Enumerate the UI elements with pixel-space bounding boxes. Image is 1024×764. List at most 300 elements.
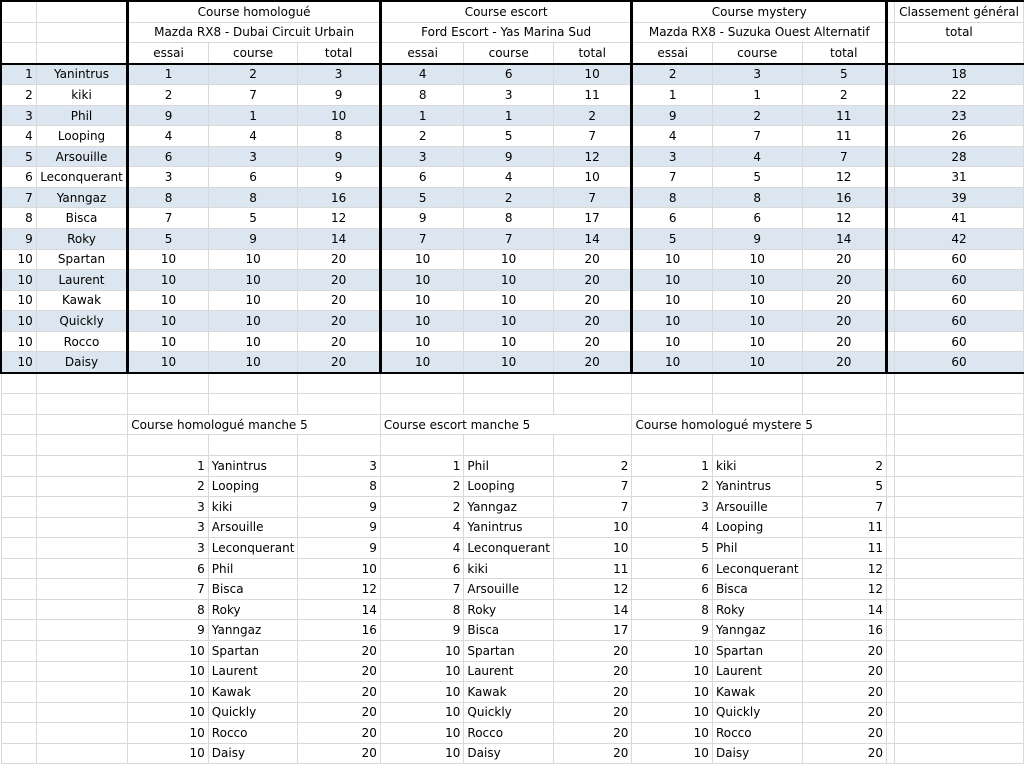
cell[interactable] [632,394,713,415]
cell[interactable] [895,435,1024,456]
rank-cell[interactable]: 10 [1,352,36,373]
cell[interactable] [464,394,554,415]
cell[interactable] [1,456,36,477]
sub-total-cell[interactable]: 9 [298,538,381,559]
score-cell[interactable]: 10 [208,270,298,291]
score-cell[interactable]: 14 [298,229,381,250]
column-label[interactable]: essai [128,43,209,64]
cell[interactable] [208,435,298,456]
score-cell[interactable]: 7 [128,208,209,229]
sub-rank-cell[interactable]: 10 [128,743,209,764]
sub-total-cell[interactable]: 20 [298,682,381,703]
score-cell[interactable]: 10 [464,331,554,352]
cell[interactable] [895,579,1024,600]
sub-rank-cell[interactable]: 1 [128,456,209,477]
score-cell[interactable]: 20 [553,331,631,352]
score-cell[interactable]: 3 [712,64,802,85]
cell[interactable] [36,558,128,579]
score-cell[interactable]: 7 [632,167,713,188]
sub-total-cell[interactable]: 9 [298,497,381,518]
sub-name-cell[interactable]: Daisy [712,743,802,764]
sub-total-cell[interactable]: 20 [298,723,381,744]
cell[interactable] [36,414,128,435]
score-cell[interactable]: 1 [380,105,464,126]
rank-cell[interactable]: 10 [1,270,36,291]
score-cell[interactable]: 10 [712,311,802,332]
cell[interactable] [36,497,128,518]
score-cell[interactable]: 8 [632,187,713,208]
score-cell[interactable]: 1 [632,85,713,106]
cell[interactable] [712,373,802,394]
cell[interactable] [36,661,128,682]
sub-rank-cell[interactable]: 8 [380,599,464,620]
score-cell[interactable]: 10 [464,270,554,291]
sub-rank-cell[interactable]: 10 [632,682,713,703]
score-cell[interactable]: 12 [802,167,887,188]
sub-rank-cell[interactable]: 10 [128,661,209,682]
score-cell[interactable]: 20 [298,270,381,291]
sub-rank-cell[interactable]: 4 [380,538,464,559]
sub-name-cell[interactable]: Laurent [712,661,802,682]
sub-name-cell[interactable]: Bisca [464,620,554,641]
score-cell[interactable]: 10 [380,290,464,311]
general-total-cell[interactable]: 60 [895,331,1024,352]
sub-rank-cell[interactable]: 3 [128,538,209,559]
sub-rank-cell[interactable]: 8 [128,599,209,620]
cell[interactable] [887,682,895,703]
cell[interactable] [464,435,554,456]
sub-total-cell[interactable]: 8 [298,476,381,497]
cell[interactable] [1,1,36,22]
sub-name-cell[interactable]: Yanngaz [712,620,802,641]
score-cell[interactable]: 8 [128,187,209,208]
cell[interactable] [36,702,128,723]
sub-total-cell[interactable]: 16 [802,620,887,641]
sub-rank-cell[interactable]: 5 [632,538,713,559]
cell[interactable] [1,517,36,538]
score-cell[interactable]: 10 [380,331,464,352]
sub-rank-cell[interactable]: 9 [632,620,713,641]
cell[interactable] [712,435,802,456]
score-cell[interactable]: 10 [380,249,464,270]
sub-name-cell[interactable]: kiki [464,558,554,579]
sub-total-cell[interactable]: 2 [553,456,631,477]
driver-name-cell[interactable]: Phil [36,105,128,126]
sub-rank-cell[interactable]: 10 [380,640,464,661]
cell[interactable] [553,373,631,394]
cell[interactable] [1,394,36,415]
rank-cell[interactable]: 4 [1,126,36,147]
sub-rank-cell[interactable]: 10 [380,682,464,703]
driver-name-cell[interactable]: Kawak [36,290,128,311]
cell[interactable] [1,22,36,43]
score-cell[interactable]: 4 [208,126,298,147]
score-cell[interactable]: 20 [802,290,887,311]
sub-rank-cell[interactable]: 4 [380,517,464,538]
score-cell[interactable]: 3 [464,85,554,106]
sub-rank-cell[interactable]: 10 [380,702,464,723]
cell[interactable] [1,620,36,641]
rank-cell[interactable]: 10 [1,311,36,332]
score-cell[interactable]: 3 [298,64,381,85]
driver-name-cell[interactable]: Laurent [36,270,128,291]
sub-name-cell[interactable]: Looping [208,476,298,497]
cell[interactable] [553,435,631,456]
general-total-cell[interactable]: 41 [895,208,1024,229]
sub-rank-cell[interactable]: 9 [128,620,209,641]
score-cell[interactable]: 20 [298,311,381,332]
driver-name-cell[interactable]: Yanintrus [36,64,128,85]
sub-rank-cell[interactable]: 6 [632,579,713,600]
score-cell[interactable]: 4 [632,126,713,147]
rank-cell[interactable]: 9 [1,229,36,250]
sub-total-cell[interactable]: 20 [802,743,887,764]
general-total-cell[interactable]: 42 [895,229,1024,250]
score-cell[interactable]: 1 [712,85,802,106]
score-cell[interactable]: 10 [128,331,209,352]
score-cell[interactable]: 7 [208,85,298,106]
rank-cell[interactable]: 7 [1,187,36,208]
score-cell[interactable]: 10 [380,270,464,291]
driver-name-cell[interactable]: Yanngaz [36,187,128,208]
sub-rank-cell[interactable]: 10 [632,640,713,661]
general-subtitle[interactable]: total [895,22,1024,43]
sub-name-cell[interactable]: Kawak [712,682,802,703]
sub-total-cell[interactable]: 11 [802,517,887,538]
sub-name-cell[interactable]: Yanngaz [208,620,298,641]
cell[interactable] [36,599,128,620]
cell[interactable] [802,373,887,394]
sub-rank-cell[interactable]: 10 [632,723,713,744]
column-label[interactable]: course [712,43,802,64]
cell[interactable] [36,723,128,744]
cell[interactable] [895,538,1024,559]
score-cell[interactable]: 8 [380,85,464,106]
driver-name-cell[interactable]: Bisca [36,208,128,229]
cell[interactable] [632,373,713,394]
sub-name-cell[interactable]: Daisy [464,743,554,764]
score-cell[interactable]: 10 [712,249,802,270]
sub-name-cell[interactable]: Looping [712,517,802,538]
column-label[interactable]: total [802,43,887,64]
score-cell[interactable]: 5 [712,167,802,188]
score-cell[interactable]: 10 [632,270,713,291]
score-cell[interactable]: 11 [802,126,887,147]
sub-total-cell[interactable]: 5 [802,476,887,497]
general-total-cell[interactable]: 26 [895,126,1024,147]
sub-rank-cell[interactable]: 8 [632,599,713,620]
cell[interactable] [1,476,36,497]
cell[interactable] [1,414,36,435]
cell[interactable] [298,373,381,394]
score-cell[interactable]: 2 [553,105,631,126]
score-cell[interactable]: 5 [464,126,554,147]
sub-total-cell[interactable]: 7 [553,497,631,518]
sub-rank-cell[interactable]: 10 [380,661,464,682]
cell[interactable] [887,146,895,167]
score-cell[interactable]: 3 [380,146,464,167]
sub-rank-cell[interactable]: 2 [128,476,209,497]
sub-name-cell[interactable]: Daisy [208,743,298,764]
cell[interactable] [895,497,1024,518]
score-cell[interactable]: 10 [128,290,209,311]
sub-total-cell[interactable]: 11 [802,538,887,559]
sub-name-cell[interactable]: Spartan [464,640,554,661]
sub-list-title[interactable]: Course homologué manche 5 [128,414,381,435]
general-total-cell[interactable]: 60 [895,270,1024,291]
group-title[interactable]: Course escort [380,1,632,22]
rank-cell[interactable]: 3 [1,105,36,126]
score-cell[interactable]: 10 [128,249,209,270]
cell[interactable] [208,373,298,394]
score-cell[interactable]: 1 [464,105,554,126]
score-cell[interactable]: 17 [553,208,631,229]
score-cell[interactable]: 10 [553,64,631,85]
cell[interactable] [128,394,209,415]
score-cell[interactable]: 10 [712,290,802,311]
sub-list-title[interactable]: Course homologué mystere 5 [632,414,887,435]
cell[interactable] [1,373,36,394]
sub-total-cell[interactable]: 12 [802,558,887,579]
score-cell[interactable]: 16 [298,187,381,208]
score-cell[interactable]: 5 [802,64,887,85]
cell[interactable] [36,620,128,641]
cell[interactable] [887,702,895,723]
cell[interactable] [887,435,895,456]
sub-rank-cell[interactable]: 2 [380,497,464,518]
cell[interactable] [1,640,36,661]
sub-name-cell[interactable]: Yanngaz [464,497,554,518]
cell[interactable] [36,373,128,394]
score-cell[interactable]: 10 [464,249,554,270]
score-cell[interactable]: 10 [553,167,631,188]
sub-name-cell[interactable]: kiki [712,456,802,477]
cell[interactable] [887,290,895,311]
score-cell[interactable]: 12 [802,208,887,229]
cell[interactable] [887,517,895,538]
sub-rank-cell[interactable]: 3 [128,497,209,518]
score-cell[interactable]: 10 [128,352,209,373]
sub-name-cell[interactable]: Laurent [208,661,298,682]
group-title[interactable]: Course homologué [128,1,381,22]
score-cell[interactable]: 20 [802,352,887,373]
cell[interactable] [380,373,464,394]
sub-total-cell[interactable]: 20 [553,640,631,661]
cell[interactable] [895,394,1024,415]
driver-name-cell[interactable]: Rocco [36,331,128,352]
score-cell[interactable]: 8 [298,126,381,147]
sub-name-cell[interactable]: Yanintrus [712,476,802,497]
general-title[interactable]: Classement général [895,1,1024,22]
score-cell[interactable]: 2 [380,126,464,147]
score-cell[interactable]: 20 [298,331,381,352]
general-total-cell[interactable]: 60 [895,249,1024,270]
cell[interactable] [36,43,128,64]
score-cell[interactable]: 12 [553,146,631,167]
cell[interactable] [887,456,895,477]
score-cell[interactable]: 7 [553,126,631,147]
driver-name-cell[interactable]: kiki [36,85,128,106]
cell[interactable] [128,435,209,456]
score-cell[interactable]: 9 [298,167,381,188]
cell[interactable] [887,538,895,559]
sub-name-cell[interactable]: Yanintrus [208,456,298,477]
sub-total-cell[interactable]: 20 [802,702,887,723]
sub-rank-cell[interactable]: 7 [380,579,464,600]
sub-total-cell[interactable]: 20 [298,702,381,723]
sub-total-cell[interactable]: 20 [553,661,631,682]
sub-total-cell[interactable]: 20 [802,661,887,682]
group-subtitle[interactable]: Mazda RX8 - Dubai Circuit Urbain [128,22,381,43]
cell[interactable] [895,373,1024,394]
cell[interactable] [895,682,1024,703]
group-subtitle[interactable]: Ford Escort - Yas Marina Sud [380,22,632,43]
sub-total-cell[interactable]: 12 [802,579,887,600]
score-cell[interactable]: 10 [208,352,298,373]
score-cell[interactable]: 6 [128,146,209,167]
sub-total-cell[interactable]: 20 [553,682,631,703]
cell[interactable] [208,394,298,415]
score-cell[interactable]: 9 [712,229,802,250]
score-cell[interactable]: 10 [380,311,464,332]
cell[interactable] [887,723,895,744]
sub-rank-cell[interactable]: 10 [380,743,464,764]
sub-total-cell[interactable]: 20 [802,640,887,661]
score-cell[interactable]: 14 [553,229,631,250]
cell[interactable] [298,435,381,456]
cell[interactable] [1,497,36,518]
sub-rank-cell[interactable]: 1 [380,456,464,477]
score-cell[interactable]: 10 [464,352,554,373]
score-cell[interactable]: 7 [380,229,464,250]
driver-name-cell[interactable]: Leconquerant [36,167,128,188]
cell[interactable] [36,517,128,538]
score-cell[interactable]: 20 [553,311,631,332]
sub-name-cell[interactable]: Bisca [208,579,298,600]
driver-name-cell[interactable]: Arsouille [36,146,128,167]
cell[interactable] [1,43,36,64]
cell[interactable] [887,105,895,126]
sub-name-cell[interactable]: Bisca [712,579,802,600]
rank-cell[interactable]: 8 [1,208,36,229]
sub-name-cell[interactable]: Rocco [712,723,802,744]
sub-rank-cell[interactable]: 3 [128,517,209,538]
general-total-cell[interactable]: 18 [895,64,1024,85]
score-cell[interactable]: 8 [712,187,802,208]
cell[interactable] [887,270,895,291]
cell[interactable] [36,456,128,477]
sub-name-cell[interactable]: Quickly [712,702,802,723]
score-cell[interactable]: 7 [712,126,802,147]
sub-rank-cell[interactable]: 10 [128,702,209,723]
score-cell[interactable]: 5 [128,229,209,250]
sub-name-cell[interactable]: Laurent [464,661,554,682]
driver-name-cell[interactable]: Quickly [36,311,128,332]
score-cell[interactable]: 20 [553,290,631,311]
score-cell[interactable]: 10 [712,352,802,373]
score-cell[interactable]: 11 [802,105,887,126]
sub-total-cell[interactable]: 20 [298,743,381,764]
cell[interactable] [712,394,802,415]
score-cell[interactable]: 4 [128,126,209,147]
cell[interactable] [887,126,895,147]
general-total-cell[interactable]: 60 [895,352,1024,373]
score-cell[interactable]: 20 [802,311,887,332]
score-cell[interactable]: 10 [712,331,802,352]
cell[interactable] [887,208,895,229]
cell[interactable] [36,579,128,600]
score-cell[interactable]: 20 [553,270,631,291]
cell[interactable] [887,85,895,106]
cell[interactable] [895,599,1024,620]
rank-cell[interactable]: 10 [1,249,36,270]
column-label[interactable]: total [553,43,631,64]
driver-name-cell[interactable]: Daisy [36,352,128,373]
cell[interactable] [887,599,895,620]
cell[interactable] [802,394,887,415]
score-cell[interactable]: 9 [380,208,464,229]
score-cell[interactable]: 2 [712,105,802,126]
cell[interactable] [1,599,36,620]
sub-name-cell[interactable]: Roky [712,599,802,620]
sub-name-cell[interactable]: Roky [208,599,298,620]
score-cell[interactable]: 3 [632,146,713,167]
score-cell[interactable]: 10 [208,290,298,311]
sub-name-cell[interactable]: Leconquerant [712,558,802,579]
score-cell[interactable]: 1 [208,105,298,126]
cell[interactable] [887,64,895,85]
sub-name-cell[interactable]: Leconquerant [208,538,298,559]
sub-total-cell[interactable]: 14 [553,599,631,620]
cell[interactable] [553,394,631,415]
rank-cell[interactable]: 2 [1,85,36,106]
cell[interactable] [887,352,895,373]
sub-list-title[interactable]: Course escort manche 5 [380,414,632,435]
score-cell[interactable]: 20 [802,331,887,352]
sub-name-cell[interactable]: Spartan [208,640,298,661]
sub-total-cell[interactable]: 10 [553,538,631,559]
sub-name-cell[interactable]: Rocco [464,723,554,744]
cell[interactable] [895,640,1024,661]
sub-total-cell[interactable]: 2 [802,456,887,477]
cell[interactable] [128,373,209,394]
cell[interactable] [895,702,1024,723]
score-cell[interactable]: 20 [298,290,381,311]
score-cell[interactable]: 10 [632,249,713,270]
sub-total-cell[interactable]: 17 [553,620,631,641]
score-cell[interactable]: 3 [208,146,298,167]
driver-name-cell[interactable]: Spartan [36,249,128,270]
rank-cell[interactable]: 1 [1,64,36,85]
cell[interactable] [887,249,895,270]
general-total-cell[interactable]: 60 [895,290,1024,311]
rank-cell[interactable]: 5 [1,146,36,167]
score-cell[interactable]: 10 [632,311,713,332]
score-cell[interactable]: 4 [464,167,554,188]
sub-rank-cell[interactable]: 10 [632,702,713,723]
score-cell[interactable]: 7 [802,146,887,167]
cell[interactable] [632,435,713,456]
score-cell[interactable]: 20 [553,249,631,270]
sub-name-cell[interactable]: Leconquerant [464,538,554,559]
cell[interactable] [887,579,895,600]
score-cell[interactable]: 20 [802,270,887,291]
column-label[interactable]: total [298,43,381,64]
sub-name-cell[interactable]: Quickly [464,702,554,723]
sub-name-cell[interactable]: Spartan [712,640,802,661]
sub-name-cell[interactable]: Arsouille [464,579,554,600]
column-label[interactable]: course [464,43,554,64]
